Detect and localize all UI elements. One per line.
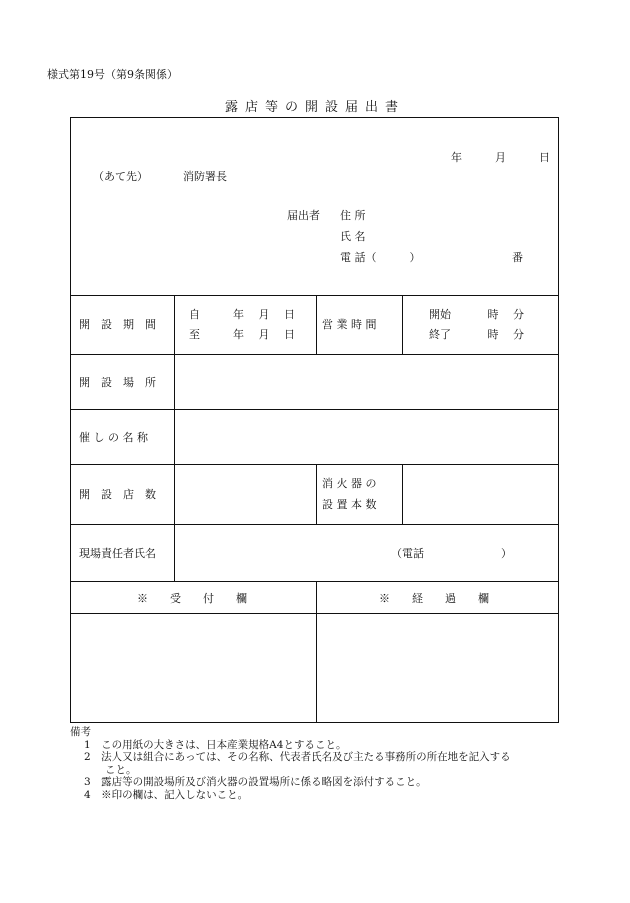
rule-location-bottom (71, 409, 558, 410)
note-item: 3 露店等の開設場所及び消火器の設置場所に係る略図を添付すること。 (84, 776, 427, 789)
rule-hours-column (402, 295, 403, 354)
manager-label: 現場責任者氏名 (79, 547, 156, 560)
note-item: 1 この用紙の大きさは、日本産業規格A4とすること。 (84, 738, 347, 751)
addressee-label: （あて先） (93, 170, 148, 183)
note-item: こと。 (84, 763, 137, 776)
rule-label-column (174, 295, 175, 581)
extinguisher-label-1: 消 火 器 の (322, 477, 377, 490)
form-title: 露店等の開設届出書 (224, 100, 405, 115)
name-label: 氏 名 (340, 230, 366, 243)
event-name-label: 催 し の 名 称 (79, 431, 148, 444)
notes-heading: 備考 (70, 726, 91, 738)
extinguisher-label-2: 設 置 本 数 (322, 498, 377, 511)
reception-label: ※ 受 付 欄 (137, 592, 247, 605)
note-item: 4 ※印の欄は、記入しないこと。 (84, 788, 249, 801)
notes (70, 726, 511, 802)
date-line: 年 月 日 (451, 151, 550, 164)
phone-suffix: 番 (512, 251, 523, 264)
rule-extinguisher-right (402, 464, 403, 524)
form-frame (70, 117, 559, 723)
period-from: 自 年 月 日 (189, 308, 295, 321)
store-count-label: 開 設 店 数 (79, 488, 156, 501)
rule-extinguisher-left (316, 464, 317, 524)
form-code: 様式第19号（第9条関係） (47, 68, 178, 81)
location-label: 開 設 場 所 (79, 376, 156, 389)
period-to: 至 年 月 日 (189, 328, 295, 341)
rule-header-bottom (71, 295, 558, 296)
progress-label: ※ 経 過 欄 (379, 592, 489, 605)
period-label: 開 設 期 間 (79, 318, 156, 331)
phone-label: 電 話（ ） (340, 251, 421, 264)
addressee: 消防署長 (183, 170, 227, 183)
rule-event-bottom (71, 464, 558, 465)
hours-start: 開始 時 分 (429, 308, 524, 321)
rule-office-split (316, 581, 317, 723)
applicant-label: 届出者 (287, 209, 320, 222)
hours-label: 営 業 時 間 (322, 318, 377, 331)
hours-end: 終了 時 分 (429, 328, 524, 341)
rule-mid-column (316, 295, 317, 354)
note-item: 2 法人又は組合にあっては、その名称、代表者氏名及び主たる事務所の所在地を記入する (84, 751, 511, 764)
rule-manager-bottom (71, 581, 558, 582)
rule-office-head-bottom (71, 613, 558, 614)
rule-period-bottom (71, 354, 558, 355)
address-label: 住 所 (340, 209, 366, 222)
manager-phone: （電話 ） (391, 547, 512, 560)
rule-stores-bottom (71, 524, 558, 525)
